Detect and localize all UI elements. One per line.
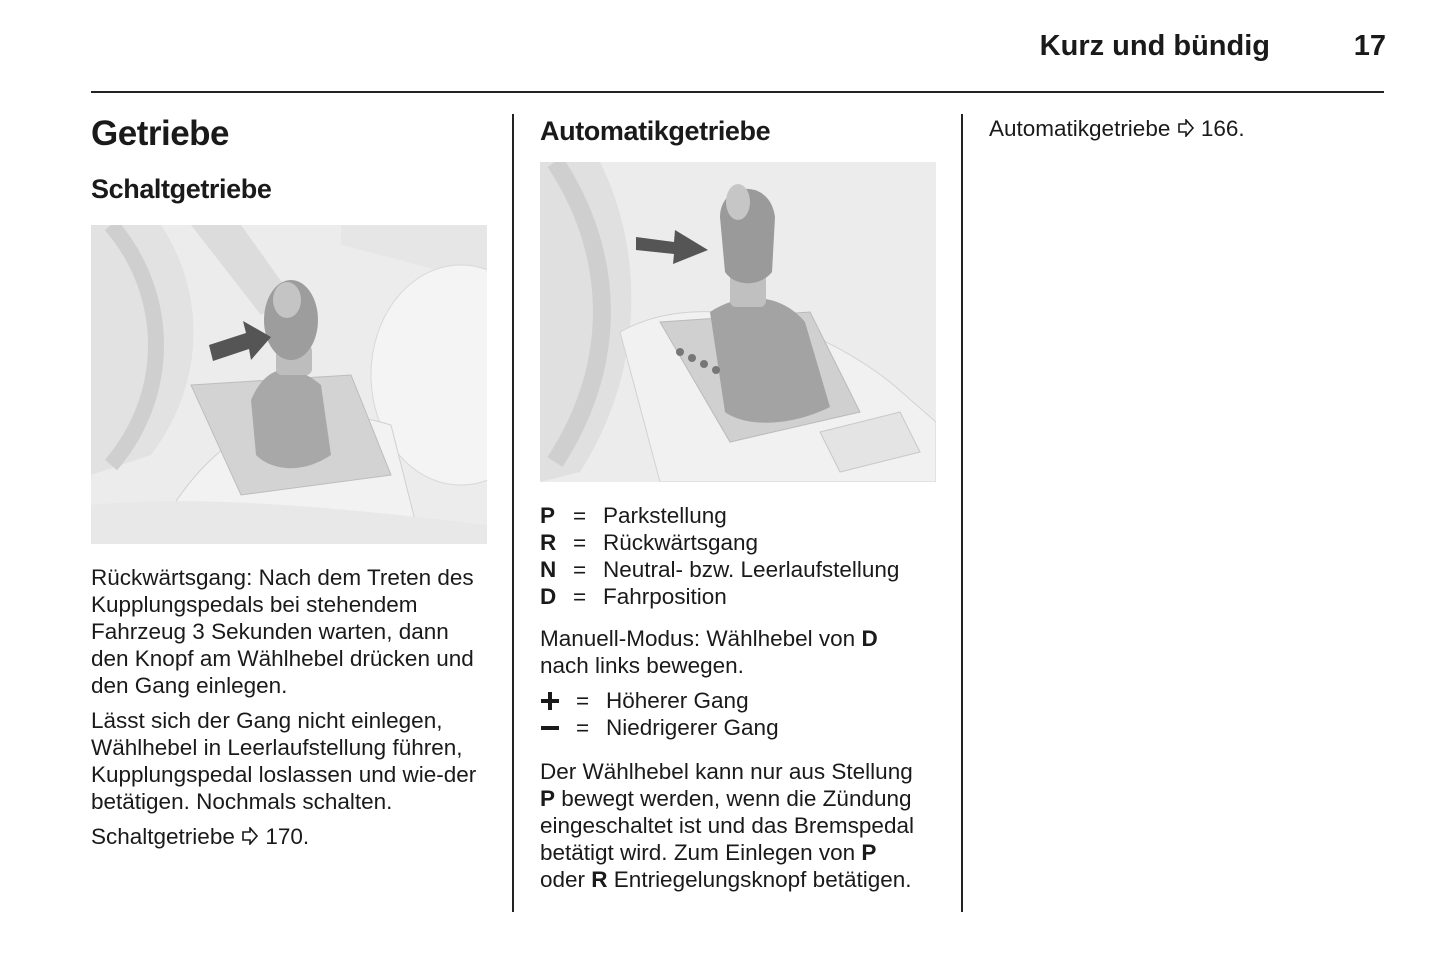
gear-description: Parkstellung [603,503,727,528]
column-divider-right [961,114,963,912]
gear-positions-list [540,502,940,610]
manual-mode-signs [540,687,940,741]
equals-sign: = [576,715,590,740]
manual-mode-text: Manuell-Modus: Wählhebel von D nach links bewegen. [540,626,878,678]
cross-reference [91,823,491,850]
equals-sign: = [573,557,587,582]
column-manual-transmission [91,112,491,850]
section-heading: Automatikgetriebe [540,116,771,146]
automatic-selector-illustration [540,162,936,482]
header-divider [91,91,1384,93]
subsection-heading: Schaltgetriebe [91,174,272,204]
gear-key: N [540,557,557,582]
gear-row-n [540,556,940,583]
page-reference-arrow-icon [1177,119,1195,137]
gear-row-r [540,529,940,556]
page-number: 17 [1353,30,1386,62]
page-reference-arrow-icon [241,827,259,845]
equals-sign: = [573,530,587,555]
cross-reference-text: Automatikgetriebe [989,116,1171,141]
gear-row-p [540,502,940,529]
cross-reference-text: Schaltgetriebe [91,824,235,849]
sign-row-minus [540,714,940,741]
sign-row-plus [540,687,940,714]
column-automatic-transmission [540,112,940,893]
equals-sign: = [576,688,590,713]
gear-key: R [540,530,557,555]
minus-icon [540,718,576,738]
reverse-gear-instructions: Rückwärtsgang: Nach dem Treten des Kupplungspedals bei stehendem Fahrzeug 3 Sekunden warten, dann den Knopf am Wählhebel drücken und den Gang einlegen. [91,565,474,698]
equals-sign: = [573,584,587,609]
gear-not-engaging-instructions: Lässt sich der Gang nicht einlegen, Wählhebel in Leerlaufstellung führen, Kupplungspedal loslassen und wie-der betätigen. Nochmals schalten. [91,708,477,814]
cross-reference-page: 166. [1200,116,1245,141]
equals-sign: = [573,503,587,528]
gear-description: Rückwärtsgang [603,530,759,555]
plus-icon [540,691,576,711]
sign-description: Niedrigerer Gang [606,715,779,740]
selector-unlock-paragraph: Der Wählhebel kann nur aus Stellung P bewegt werden, wenn die Zündung eingeschaltet ist und das Bremspedal betätigt wird. Zum Einlegen von P oder R Entriegelungsknopf betätigen. [540,759,914,892]
gear-description: Fahrposition [603,584,727,609]
gear-row-d [540,583,940,610]
running-header-title: Kurz und bündig [1039,30,1270,62]
cross-reference-page: 170. [265,824,310,849]
gear-key: D [540,584,557,609]
section-heading: Getriebe [91,114,229,153]
cross-reference [989,115,1385,142]
column-cross-reference [989,112,1385,142]
manual-gearshift-illustration [91,225,487,544]
gear-key: P [540,503,556,528]
sign-description: Höherer Gang [606,688,749,713]
column-divider-left [512,114,514,912]
gear-description: Neutral- bzw. Leerlaufstellung [603,557,900,582]
